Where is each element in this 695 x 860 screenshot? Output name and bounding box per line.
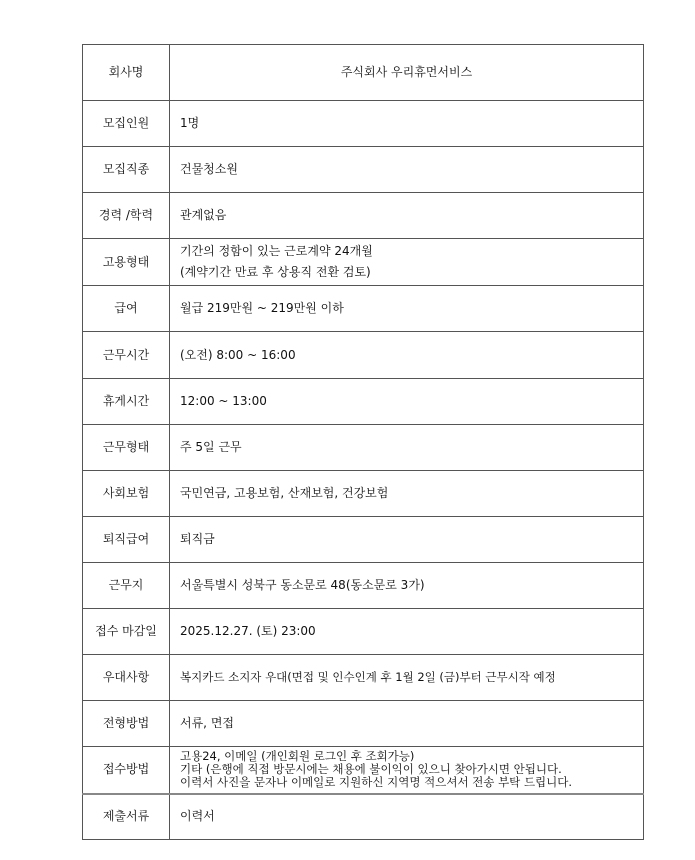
value-employment-type [170, 239, 644, 286]
row-break-time [83, 379, 644, 425]
row-experience [83, 193, 644, 239]
value-line: 기타 (은행에 직접 방문시에는 채용에 불이익이 있으니 찾아가시면 안됩니다. [180, 762, 562, 777]
row-severance [83, 517, 644, 563]
label-headcount: 모집인원 [83, 101, 170, 147]
value-line: (계약기간 만료 후 상용직 전환 검토) [180, 265, 371, 279]
value-headcount: 1명 [170, 101, 644, 147]
value-line: 고용24, 이메일 (개인회원 로그인 후 조회가능) [180, 749, 415, 764]
label-insurance: 사회보험 [83, 471, 170, 517]
row-application-method [83, 747, 644, 794]
value-documents: 이력서 [170, 794, 644, 840]
label-preference: 우대사항 [83, 655, 170, 701]
value-company: 주식회사 우리휴먼서비스 [170, 45, 644, 101]
label-deadline: 접수 마감일 [83, 609, 170, 655]
value-job-type: 건물청소원 [170, 147, 644, 193]
value-work-hours: (오전) 8:00 ~ 16:00 [170, 332, 644, 379]
label-severance: 퇴직급여 [83, 517, 170, 563]
value-preference: 복지카드 소지자 우대(면접 및 인수인계 후 1월 2일 (금)부터 근무시작 예정 [170, 655, 644, 701]
row-preference [83, 655, 644, 701]
row-headcount [83, 101, 644, 147]
row-job-type [83, 147, 644, 193]
value-insurance: 국민연금, 고용보험, 산재보험, 건강보험 [170, 471, 644, 517]
label-work-schedule: 근무형태 [83, 425, 170, 471]
label-documents: 제출서류 [83, 794, 170, 840]
row-selection [83, 701, 644, 747]
value-break-time: 12:00 ~ 13:00 [170, 379, 644, 425]
label-employment-type: 고용형태 [83, 239, 170, 286]
value-line: 기간의 정함이 있는 근로계약 24개월 [180, 244, 373, 258]
value-location: 서울특별시 성북구 동소문로 48(동소문로 3가) [170, 563, 644, 609]
row-insurance [83, 471, 644, 517]
value-severance: 퇴직금 [170, 517, 644, 563]
label-salary: 급여 [83, 286, 170, 332]
row-work-hours [83, 332, 644, 379]
label-location: 근무지 [83, 563, 170, 609]
value-application-method [170, 747, 644, 794]
value-work-schedule: 주 5일 근무 [170, 425, 644, 471]
label-company: 회사명 [83, 45, 170, 101]
value-deadline: 2025.12.27. (토) 23:00 [170, 609, 644, 655]
label-work-hours: 근무시간 [83, 332, 170, 379]
label-experience: 경력 /학력 [83, 193, 170, 239]
row-deadline [83, 609, 644, 655]
value-line: 이력서 사진을 문자나 이메일로 지원하신 지역명 적으셔서 전송 부탁 드립니다. [180, 775, 573, 790]
label-selection: 전형방법 [83, 701, 170, 747]
job-posting-table [82, 44, 644, 840]
row-employment-type [83, 239, 644, 286]
row-company [83, 45, 644, 101]
row-salary [83, 286, 644, 332]
row-work-schedule [83, 425, 644, 471]
value-experience: 관계없음 [170, 193, 644, 239]
label-job-type: 모집직종 [83, 147, 170, 193]
label-break-time: 휴게시간 [83, 379, 170, 425]
row-location [83, 563, 644, 609]
label-application-method: 접수방법 [83, 747, 170, 794]
row-documents [83, 794, 644, 840]
value-salary: 월급 219만원 ~ 219만원 이하 [170, 286, 644, 332]
value-selection: 서류, 면접 [170, 701, 644, 747]
